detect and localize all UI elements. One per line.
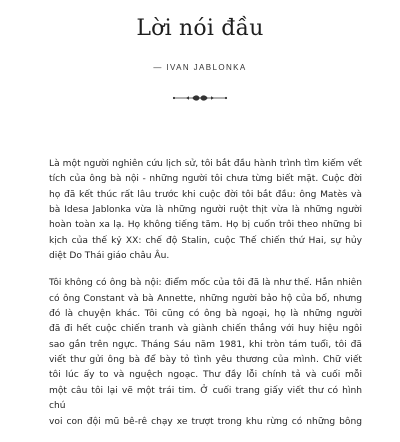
text-line: voi con đội mũ bê-rê chạy xe trượt trong khu rừng có những bông	[49, 416, 362, 427]
text-line: Là một người nghiên cứu lịch sử, tôi bắt đầu hành trình tìm kiếm vết	[49, 159, 362, 169]
text-line: kịch của thế kỷ XX: chế độ Stalin, cuộc Thế chiến thứ Hai, sự hủy	[49, 235, 362, 246]
text-line: họ đã kết thúc rất lâu trước khi cuộc đời tôi bắt đầu: ông Matès và	[49, 189, 362, 200]
text-line: một câu tôi lại vẽ một trái tim. Ở cuối trang giấy viết thư có hình chú	[49, 385, 362, 412]
text-line: Tôi không có ông bà nội: điểm mốc của tôi đã là như thế. Hẳn nhiên	[49, 278, 362, 289]
text-line: hoàn toàn xa lạ. Họ không tiếng tăm. Họ bị cuốn trôi theo những bi	[49, 220, 362, 231]
text-line: diệt Do Thái giáo châu Âu.	[49, 251, 170, 262]
text-line: viết thư gửi ông bà để bày tỏ tình yêu thương của mình. Chữ viết	[49, 355, 362, 366]
text-line: đó là chuyện khác. Tôi cũng có ông bà ngoại, họ là những người	[49, 309, 362, 320]
fleuron-divider-icon	[172, 93, 228, 103]
author-byline: — IVAN JABLONKA	[153, 63, 247, 72]
paragraph-1	[49, 157, 362, 264]
paragraph-2	[49, 276, 362, 429]
chapter-title: Lời nói đầu	[136, 16, 264, 41]
text-line: bà Idesa Jablonka vừa là những người ruột thịt vừa là những người	[49, 205, 362, 216]
text-line: tôi lúc ấy to và nguệch ngoạc. Thư đầy lỗi chính tả và cuối mỗi	[49, 370, 362, 381]
text-line: có ông Constant và bà Annette, những người bảo hộ của bố, nhưng	[49, 293, 362, 304]
preface-body	[49, 157, 362, 442]
text-line: đã đi hết cuộc chiến tranh và giành chiến thắng với huy hiệu ngôi	[49, 324, 362, 335]
text-line: tích của ông bà nội - những người tôi chưa từng biết mặt. Cuộc đời	[49, 174, 362, 185]
text-line: sao gắn trên ngực. Tháng Sáu năm 1981, khi tròn tám tuổi, tôi đã	[49, 339, 362, 350]
